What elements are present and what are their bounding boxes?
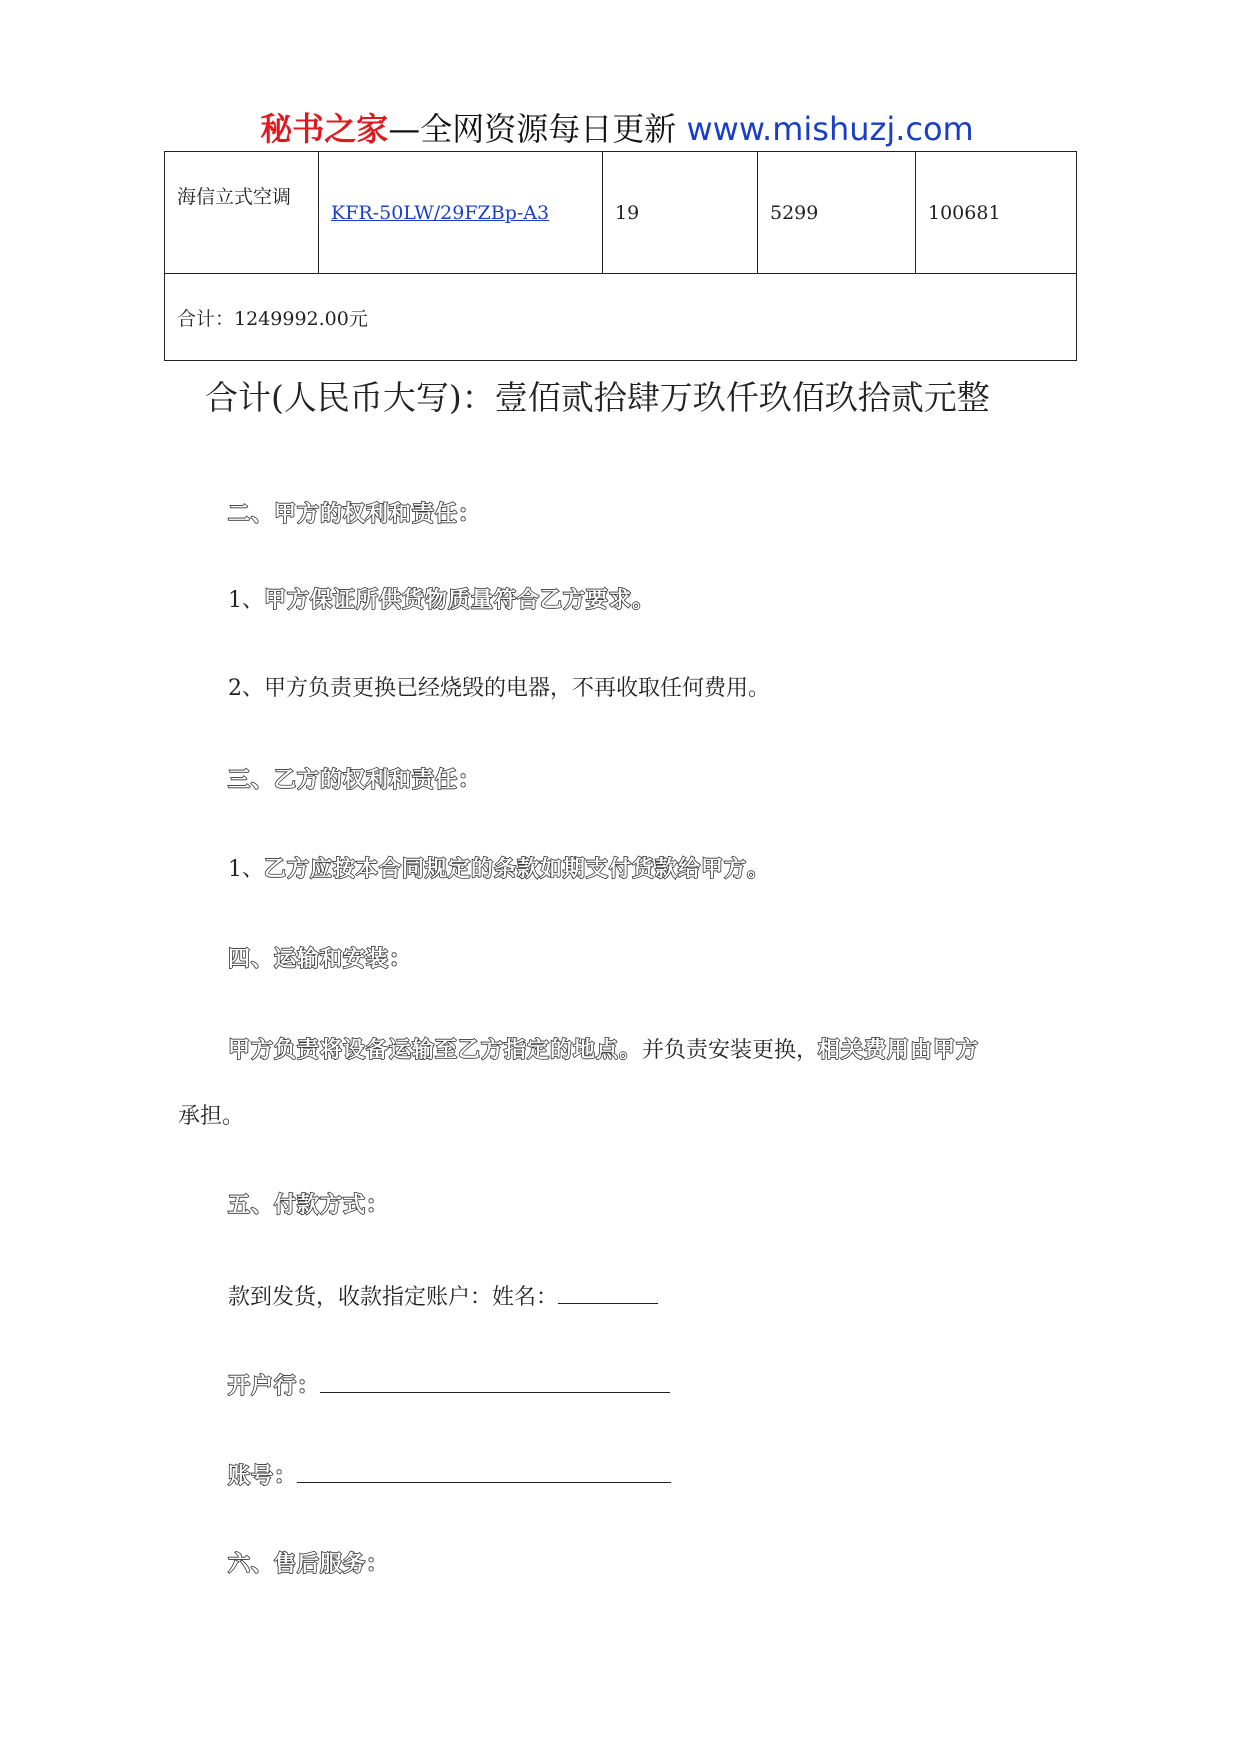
section-4-heading: 四、运输和安装： [228, 947, 413, 972]
table-row [165, 152, 1077, 274]
bank-blank[interactable] [320, 1370, 670, 1393]
section-3-heading: 三、乙方的权利和责任： [228, 768, 482, 793]
table-total-row [165, 274, 1077, 361]
section-3-item-1 [228, 855, 770, 885]
section-4-text [228, 1036, 979, 1066]
cell-subtotal: 100681 [916, 152, 1077, 274]
section-5-heading: 五、付款方式： [228, 1193, 390, 1218]
cell-unit-price: 5299 [758, 152, 916, 274]
account-number-line [228, 1460, 671, 1492]
account-number-blank[interactable] [297, 1460, 671, 1483]
cell-total: 合计：1249992.00元 [165, 274, 1077, 361]
section-2-item-2: 2、甲方负责更换已经烧毁的电器，不再收取任何费用。 [228, 676, 770, 701]
header-dash: — [388, 110, 421, 148]
bank-label: 开户行： [228, 1374, 321, 1399]
section-2-heading: 二、甲方的权利和责任： [228, 502, 482, 527]
amount-in-words: 合计(人民币大写)：壹佰贰拾肆万玖仟玖佰玖拾贰元整 [205, 378, 990, 417]
account-name-blank[interactable] [558, 1281, 658, 1304]
cell-quantity: 19 [603, 152, 758, 274]
text-part-a: 甲方负责将设备运输至乙方指定的地点。 [228, 1038, 643, 1063]
text-part-b: 并负责安装更换， [642, 1038, 819, 1063]
item-number: 1、 [228, 857, 264, 882]
section-2-item-1 [228, 586, 655, 616]
text-part-c: 相关费用由甲方 [818, 1038, 980, 1063]
item-text: 乙方应按本合同规定的条款如期支付货款给甲方。 [264, 857, 771, 882]
brand-name: 秘书之家 [260, 110, 389, 148]
item-text: 甲方保证所供货物质量符合乙方要求。 [264, 588, 656, 613]
item-number: 1、 [228, 588, 264, 613]
cell-model [319, 152, 603, 274]
site-header [0, 104, 1234, 150]
account-name-line [228, 1281, 658, 1313]
bank-line [228, 1370, 670, 1402]
header-slogan: 全网资源每日更新 [420, 110, 677, 148]
goods-table [164, 151, 1077, 361]
account-number-label: 账号： [228, 1464, 298, 1489]
model-link[interactable]: KFR-50LW/29FZBp-A3 [331, 201, 550, 224]
site-url-link[interactable]: www.mishuzj.com [686, 110, 974, 148]
account-name-label: 款到发货，收款指定账户：姓名： [228, 1285, 559, 1310]
section-4-text-cont: 承担。 [178, 1104, 245, 1129]
section-6-heading: 六、售后服务： [228, 1552, 390, 1577]
cell-product-name: 海信立式空调 [165, 152, 319, 274]
